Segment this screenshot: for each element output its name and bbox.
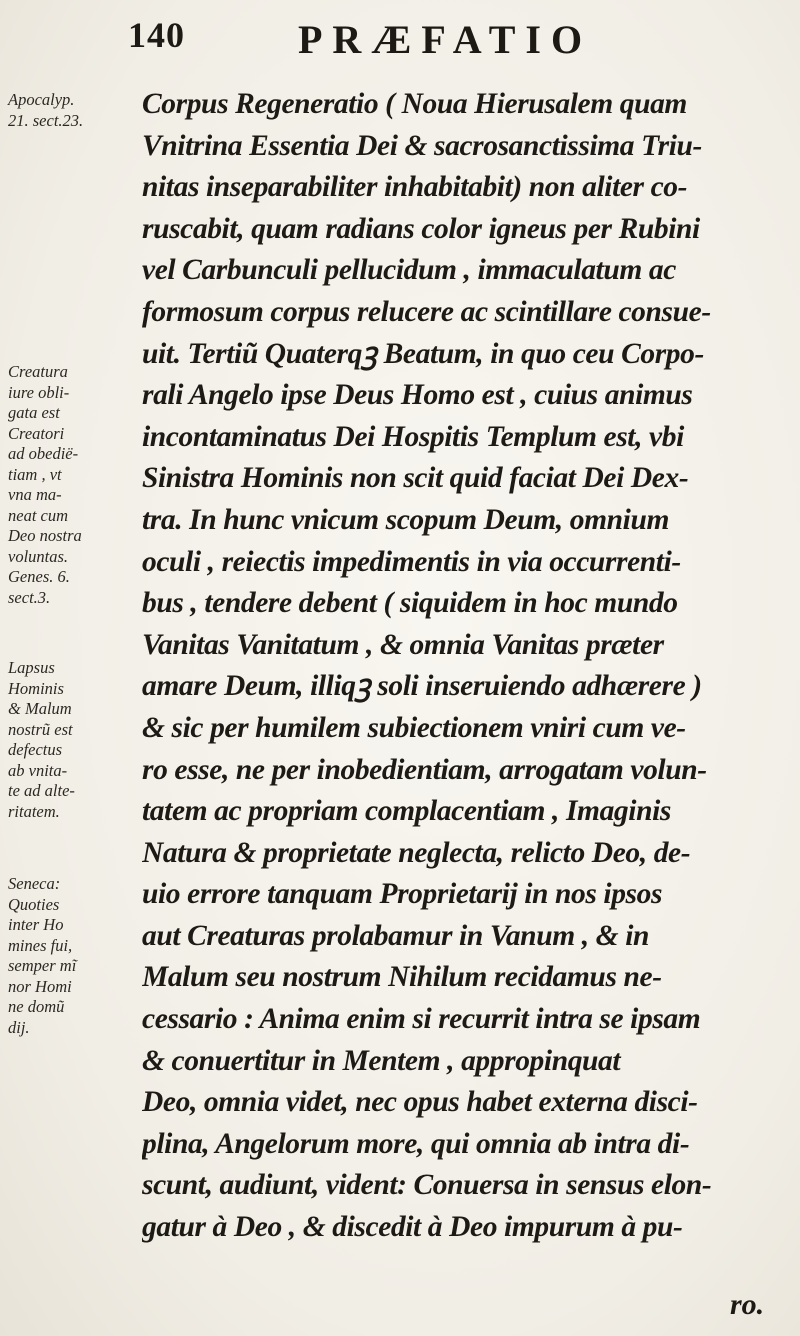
body-line: Corpus Regeneratio ( Noua Hierusalem quam bbox=[142, 88, 687, 120]
margin-note-line: sect.3. bbox=[8, 587, 51, 607]
margin-note-line: ad obedië- bbox=[8, 444, 79, 463]
body-line: vel Carbunculi pellucidum , immaculatum ac bbox=[142, 254, 676, 287]
page-number: 140 bbox=[128, 15, 185, 55]
margin-note-creatura bbox=[8, 362, 136, 608]
margin-note-line: nostrũ est bbox=[8, 719, 73, 739]
body-line: ruscabit, quam radians color igneus per Rubini bbox=[142, 212, 700, 245]
body-line: Natura & proprietate neglecta, relicto Deo, de- bbox=[142, 836, 691, 869]
body-line: scunt, audiunt, vident: Conuersa in sensus elon- bbox=[142, 1169, 712, 1202]
body-line: uio errore tanquam Proprietarij in nos ipsos bbox=[142, 878, 663, 911]
body-line: oculi , reiectis impedimentis in via occurrenti- bbox=[142, 545, 681, 578]
margin-note-line: Deo nostra bbox=[8, 526, 82, 545]
body-line: ro esse, ne per inobedientiam, arrogatam volun- bbox=[142, 753, 707, 786]
margin-note-line: Apocalyp. bbox=[8, 90, 75, 109]
running-title: PRÆFATIO bbox=[298, 17, 593, 62]
margin-note-line: Lapsus bbox=[8, 658, 55, 677]
margin-note-line: te ad alte- bbox=[8, 781, 75, 800]
body-line: uit. Tertiũ Quaterqꝫ Beatum, in quo ceu Corpo- bbox=[142, 337, 704, 370]
body-line: bus , tendere debent ( siquidem in hoc mundo bbox=[142, 587, 678, 620]
body-line: Malum seu nostrum Nihilum recidamus ne- bbox=[142, 961, 662, 994]
margin-note-line: nor Homi bbox=[8, 976, 72, 996]
margin-note-line: Quoties bbox=[8, 894, 60, 914]
body-line: & sic per humilem subiectionem vniri cum ve- bbox=[142, 711, 686, 744]
page-header bbox=[128, 14, 688, 62]
margin-note-line: semper mĩ bbox=[8, 956, 77, 975]
body-line: plina, Angelorum more, qui omnia ab intra di- bbox=[142, 1127, 690, 1160]
body-line: nitas inseparabiliter inhabitabit) non aliter co- bbox=[142, 171, 688, 204]
margin-note-line: ne domũ bbox=[8, 997, 65, 1016]
margin-note-line: vna ma- bbox=[8, 485, 62, 504]
margin-note-line: & Malum bbox=[8, 699, 72, 718]
closing-word: ro. bbox=[730, 1288, 765, 1321]
margin-note-line: Hominis bbox=[8, 678, 64, 698]
margin-note-lapsus bbox=[8, 658, 136, 822]
body-line: amare Deum, illiqꝫ soli inseruiendo adhærere ) bbox=[142, 670, 702, 703]
margin-note-line: neat cum bbox=[8, 505, 69, 525]
margin-note-line: inter Ho bbox=[8, 915, 64, 934]
body-line: incontaminatus Dei Hospitis Templum est, vbi bbox=[142, 420, 684, 453]
body-line: formosum corpus relucere ac scintillare consue- bbox=[142, 295, 711, 328]
margin-note-line: dij. bbox=[8, 1017, 30, 1037]
margin-note-line: iure obli- bbox=[8, 382, 70, 402]
body-text bbox=[142, 84, 782, 1249]
body-line: cessario : Anima enim si recurrit intra se ipsam bbox=[142, 1003, 701, 1036]
body-line: aut Creaturas prolabamur in Vanum , & in bbox=[142, 919, 649, 952]
margin-note-line: voluntas. bbox=[8, 546, 69, 566]
body-line: Sinistra Hominis non scit quid faciat Dei Dex- bbox=[142, 462, 689, 495]
body-line: Deo, omnia videt, nec opus habet externa disci- bbox=[142, 1086, 698, 1119]
body-line: Vnitrina Essentia Dei & sacrosanctissima Triu- bbox=[142, 129, 702, 162]
margin-note-line: Seneca: bbox=[8, 874, 61, 893]
body-line: tatem ac propriam complacentiam , Imaginis bbox=[142, 795, 671, 828]
margin-note-line: tiam , vt bbox=[8, 464, 62, 484]
margin-note-line: defectus bbox=[8, 740, 63, 759]
body-line: gatur à Deo , & discedit à Deo impurum à pu- bbox=[142, 1211, 683, 1244]
body-line: tra. In hunc vnicum scopum Deum, omnium bbox=[142, 503, 669, 536]
margin-note-line: mines fui, bbox=[8, 935, 73, 955]
margin-note-line: Creatura bbox=[8, 362, 68, 381]
margin-note-line: Creatori bbox=[8, 423, 65, 443]
margin-note-line: gata est bbox=[8, 403, 60, 422]
margin-note-line: ritatem. bbox=[8, 801, 60, 821]
body-line: rali Angelo ipse Deus Homo est , cuius animus bbox=[142, 379, 693, 412]
body-line: Vanitas Vanitatum , & omnia Vanitas præter bbox=[142, 628, 664, 661]
margin-note-seneca bbox=[8, 874, 136, 1038]
margin-note-line: Genes. 6. bbox=[8, 567, 70, 586]
margin-note-line: ab vnita- bbox=[8, 760, 68, 780]
margin-note-line: 21. sect.23. bbox=[8, 110, 84, 130]
margin-note-apocalypse bbox=[8, 90, 136, 131]
body-line: & conuertitur in Mentem , appropinquat bbox=[142, 1044, 621, 1077]
